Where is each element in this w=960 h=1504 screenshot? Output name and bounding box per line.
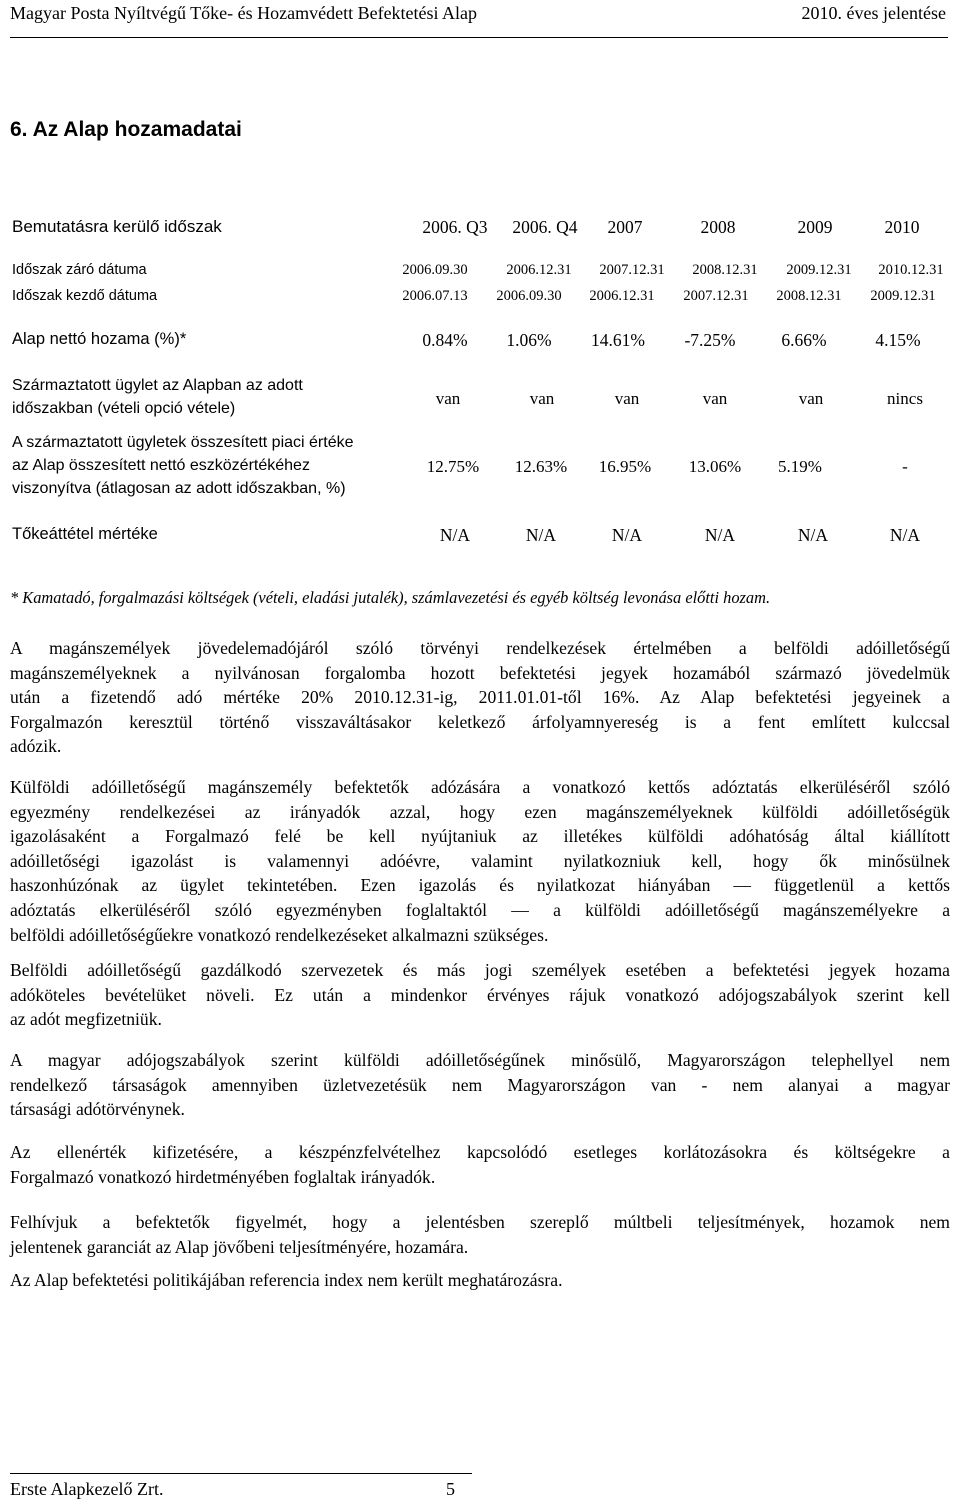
paragraph-line: Az Alap befektetési politikájában referencia index nem került meghatározásra. — [10, 1270, 563, 1290]
paragraph-line: magánszemélyeknek a nyilvánosan forgalomba hozott befektetési jegyek hozamából származó jövedelmük — [10, 662, 950, 683]
start-date-cell: 2008.12.31 — [776, 288, 842, 304]
paragraph — [10, 775, 950, 947]
market-value-cell: - — [902, 457, 908, 476]
market-value-cell: 12.63% — [514, 457, 568, 476]
paragraph-line: társasági adótörvénynek. — [10, 1099, 185, 1120]
footer-company: Erste Alapkezelő Zrt. — [10, 1479, 164, 1499]
derivative-label-line: időszakban (vételi opció vétele) — [12, 400, 236, 417]
leverage-cell: N/A — [704, 525, 736, 545]
market-value-cell: 5.19% — [778, 457, 822, 476]
leverage-cell: N/A — [611, 525, 643, 545]
start-date-cell: 2009.12.31 — [870, 288, 936, 304]
derivative-cell: van — [798, 389, 824, 408]
end-date-cell: 2009.12.31 — [786, 262, 852, 278]
footer-rule — [10, 1473, 472, 1474]
paragraph — [10, 958, 950, 1032]
paragraph-line: belföldi adóilletőségűekre vonatkozó rendelkezéseket alkalmazni szükséges. — [10, 924, 549, 945]
paragraph-line: A magánszemélyek jövedelemadójáról szóló törvényi rendelkezések értelmében a belföldi adóilletőségű — [10, 638, 950, 658]
paragraph-line: rendelkező társaságok amennyiben üzletvezetésük nem Magyarországon van - nem alanyai a magyar — [10, 1074, 950, 1095]
start-date-cell: 2006.12.31 — [589, 288, 655, 304]
paragraph-line: jelentenek garanciát az Alap jövőbeni teljesítményére, hozamára. — [10, 1236, 469, 1257]
market-value-label-line: az Alap összesített nettó eszközértékéhez — [12, 457, 310, 474]
derivative-cell: van — [435, 389, 461, 408]
paragraph-line: után a fizetendő adó mértéke 20% 2010.12.31-ig, 2011.01.01-től 16%. Az Alap befektetési jegyeinek a — [10, 687, 950, 708]
net-return-cell: 0.84% — [422, 330, 468, 350]
section-title: 6. Az Alap hozamadatai — [10, 118, 242, 141]
net-return-label: Alap nettó hozama (%)* — [12, 330, 187, 348]
header-report-title: 2010. éves jelentése — [801, 3, 946, 23]
derivative-cell: van — [614, 389, 640, 408]
period-label: Bemutatásra kerülő időszak — [12, 217, 222, 236]
paragraph-line: adózik. — [10, 736, 62, 757]
paragraph-line: az adót megfizetniük. — [10, 1009, 162, 1030]
page-header — [10, 0, 948, 38]
end-date-cell: 2008.12.31 — [692, 262, 758, 278]
paragraph-line: adóilletőségi igazolást is valamennyi adóévre, valamint nyilatkozniuk kell, hogy ők minősülnek — [10, 850, 950, 871]
market-value-cell: 12.75% — [426, 457, 480, 476]
derivative-cell: van — [702, 389, 728, 408]
net-return-cell: -7.25% — [684, 330, 736, 350]
paragraph — [10, 1140, 950, 1189]
start-date-cell: 2007.12.31 — [683, 288, 749, 304]
end-date-cell: 2007.12.31 — [599, 262, 665, 278]
paragraph-line: egyezmény rendelkezései az irányadók azzal, hogy ezen magánszemélyeknek külföldi adóilletőségük — [10, 801, 950, 822]
period-cell: 2006. Q3 — [422, 217, 488, 237]
paragraph — [10, 1268, 950, 1293]
paragraph — [10, 636, 950, 759]
page-number: 5 — [446, 1479, 455, 1499]
end-date-cell: 2006.09.30 — [402, 262, 468, 278]
end-date-cell: 2010.12.31 — [878, 262, 944, 278]
net-return-cell: 14.61% — [591, 330, 645, 350]
end-date-label: Időszak záró dátuma — [12, 262, 147, 278]
paragraph-line: Az ellenérték kifizetésére, a készpénzfelvételhez kapcsolódó esetleges korlátozásokra és költségekre a — [10, 1142, 950, 1162]
period-cell: 2008 — [700, 217, 736, 237]
paragraph-line: Felhívjuk a befektetők figyelmét, hogy a jelentésben szereplő múltbeli teljesítmények, hozamok nem — [10, 1212, 950, 1232]
net-return-cell: 6.66% — [781, 330, 827, 350]
market-value-cell: 13.06% — [688, 457, 742, 476]
derivative-cell: nincs — [887, 389, 923, 408]
paragraph — [10, 1210, 950, 1259]
end-date-cell: 2006.12.31 — [506, 262, 572, 278]
start-date-label: Időszak kezdő dátuma — [12, 288, 158, 304]
net-return-cell: 1.06% — [506, 330, 552, 350]
leverage-cell: N/A — [889, 525, 921, 545]
period-cell: 2009 — [797, 217, 833, 237]
leverage-cell: N/A — [525, 525, 557, 545]
leverage-cell: N/A — [797, 525, 829, 545]
market-value-label-line: A származtatott ügyletek összesített piaci értéke — [12, 434, 354, 451]
table-footnote: * Kamatadó, forgalmazási költségek (vételi, eladási jutalék), számlavezetési és egyéb költség levonása előtti hozam. — [10, 588, 771, 607]
paragraph-line: adóztatás elkerüléséről szóló egyezményben foglaltaktól — a külföldi adóilletőségű magánszemélyekre a — [10, 899, 950, 920]
start-date-cell: 2006.09.30 — [496, 288, 562, 304]
paragraph-line: adóköteles bevételüket növeli. Ez után a mindenkor érvényes rájuk vonatkozó adójogszabályok szerint kell — [10, 984, 950, 1005]
paragraph — [10, 1048, 950, 1122]
paragraph-line: haszonhúzónak az ügylet tekintetében. Ezen igazolás és nyilatkozat hiányában — függetlenül a kettős — [10, 875, 950, 896]
net-return-cell: 4.15% — [875, 330, 921, 350]
paragraph-line: Forgalmazón keresztül történő visszaváltásakor keletkező árfolyamnyereség is a fent említett kulccsal — [10, 711, 950, 732]
paragraph-line: Külföldi adóilletőségű magánszemély befektetők adózására a vonatkozó kettős adóztatás elkerüléséről szóló — [10, 777, 950, 797]
leverage-cell: N/A — [439, 525, 471, 545]
period-cell: 2007 — [607, 217, 643, 237]
paragraph-line: igazolásaként a Forgalmazó felé be kell nyújtaniuk az illetékes külföldi adóhatóság által kiállított — [10, 826, 950, 847]
start-date-cell: 2006.07.13 — [402, 288, 468, 304]
paragraph-line: Belföldi adóilletőségű gazdálkodó szervezetek és más jogi személyek esetében a befektetési jegyek hozama — [10, 960, 950, 980]
market-value-label-line: viszonyítva (átlagosan az adott időszakban, %) — [12, 480, 346, 497]
leverage-label: Tőkeáttétel mértéke — [12, 525, 158, 543]
period-cell: 2006. Q4 — [512, 217, 578, 237]
derivative-label-line: Származtatott ügylet az Alapban az adott — [12, 377, 303, 394]
period-cell: 2010 — [884, 217, 920, 237]
market-value-cell: 16.95% — [598, 457, 652, 476]
paragraph-line: Forgalmazó vonatkozó hirdetményében foglaltak irányadók. — [10, 1166, 436, 1187]
paragraph-line: A magyar adójogszabályok szerint külföldi adóilletőségűnek minősülő, Magyarországon telephellyel nem — [10, 1050, 950, 1070]
header-fund-name: Magyar Posta Nyíltvégű Tőke- és Hozamvédett Befektetési Alap — [10, 3, 478, 23]
derivative-cell: van — [529, 389, 555, 408]
